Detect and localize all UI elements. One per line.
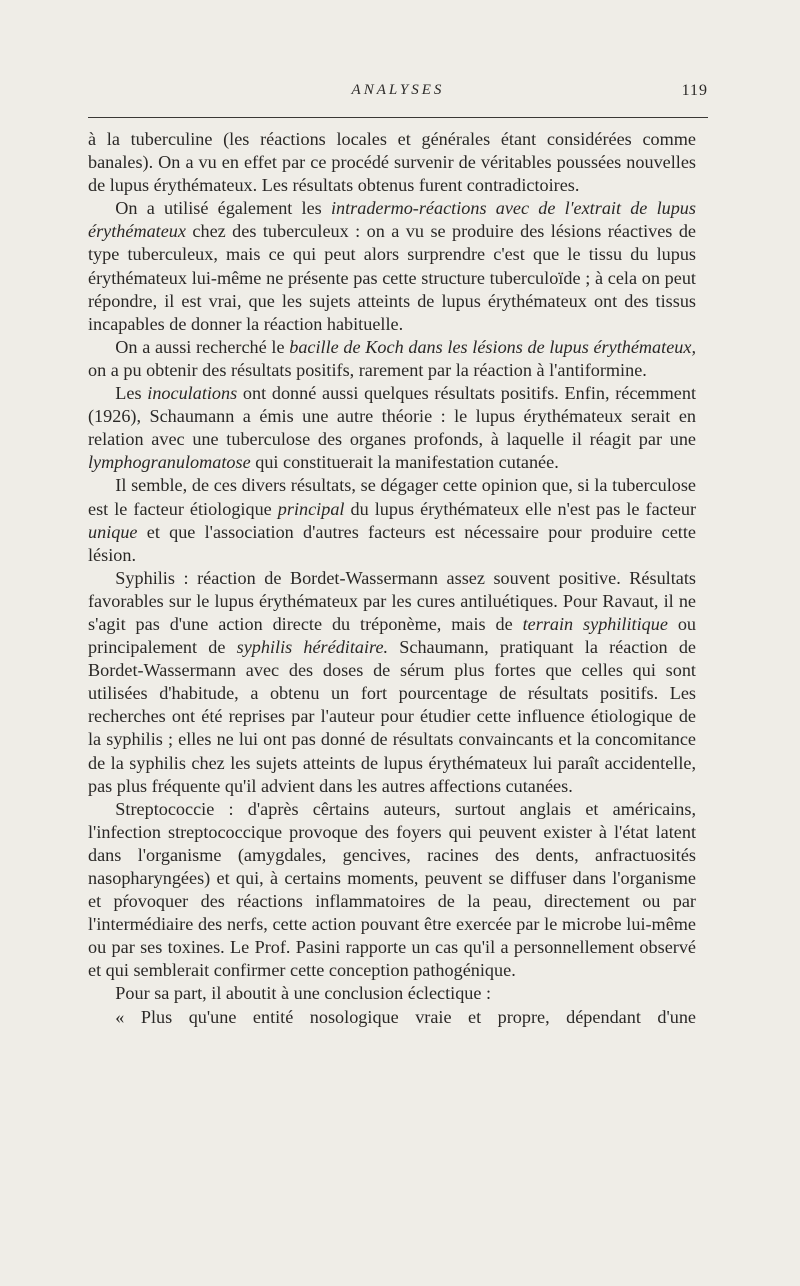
paragraph (88, 567, 696, 798)
text-run: On a aussi recherché le (115, 336, 290, 357)
text-run: on a pu obtenir des résultats positifs, rarement par la réaction à l'antiformine. (88, 359, 647, 380)
paragraph (88, 474, 696, 566)
paragraph (88, 382, 696, 474)
italic-text: lymphogranulomatose (88, 452, 251, 473)
text-run: Syphilis : réaction de Bordet-Wassermann assez souvent positive. Résultats favorables sur le lupus érythémateux par les cures antiluétiques. Pour Ravaut, il ne s'agit pas d'une action directe du tréponème, mais de (88, 567, 696, 634)
text-run: qui constituerait la manifestation cutanée. (250, 452, 559, 473)
body-text (88, 128, 696, 1029)
paragraph (88, 1006, 696, 1029)
text-run: « Plus qu'une entité nosologique vraie et propre, dépendant d'une (115, 1006, 696, 1027)
paragraph (88, 336, 696, 382)
text-run: Streptococcie : d'après cêrtains auteurs, surtout anglais et américains, l'infection streptococcique provoque des foyers qui peuvent exister à l'état latent dans l'organisme (amygdales, gencives, racines des dents, anfractuosités nasopharyngées) et qui, à certains moments, peuvent se diffuser dans l'organisme et pŕovoquer des réactions inflammatoires de la peau, directement ou par l'intermédiaire des nerfs, cette action pouvant être exercée par le microbe lui-même ou par ses toxines. Le Prof. Pasini rapporte un cas qu'il a personnellement observé et qui semblerait confirmer cette conception pathogénique. (88, 798, 696, 981)
italic-text: bacille de Koch dans les lésions de lupus érythémateux, (289, 336, 696, 357)
text-run: On a utilisé également les (115, 198, 331, 219)
page-header (88, 80, 708, 110)
italic-text: unique (88, 521, 138, 542)
text-run: ou principalement de (88, 613, 697, 658)
paragraph (88, 128, 696, 197)
paragraph (88, 798, 696, 983)
page-number: 119 (681, 82, 708, 99)
italic-text: intradermo-réactions avec de l'extrait de lupus érythémateux (88, 198, 696, 242)
text-run: chez des tuberculeux : on a vu se produire des lésions réactives de type tuberculeux, mais ce qui peut alors surprendre c'est que le tissu du lupus érythémateux lui-même ne présente pas cette structure tuberculoïde ; à cela on peut répondre, il est vrai, que les sujets atteints de lupus érythémateux ont des tissus incapables de donner la réaction habituelle. (88, 221, 696, 334)
italic-text: inoculations (147, 383, 238, 404)
paragraph (88, 982, 696, 1005)
text-run: Il semble, de ces divers résultats, se dégager cette opinion que, si la tuberculose est le facteur étiologique (88, 475, 696, 519)
text-run: ont donné aussi quelques résultats positifs. Enfin, récemment (1926), Schaumann a émis une autre théorie : le lupus érythémateux serait en relation avec une tuberculose des organes profonds, à laquelle il réagit par une (88, 383, 696, 450)
text-run: à la tuberculine (les réactions locales et générales étant considérées comme banales). On a vu en effet par ce procédé survenir de véritables poussées nouvelles de lupus érythémateux. Les résultats obtenus furent contradictoires. (88, 129, 696, 196)
text-run: Schaumann, pratiquant la réaction de Bordet-Wassermann avec des doses de sérum plus fortes que celles qui sont utilisées d'habitude, a obtenu un fort pourcentage de résultats positifs. Les recherches ont été reprises par l'auteur pour étudier cette influence étiologique de la syphilis ; elles ne lui ont pas donné de résultats convaincants et la concomitance de la syphilis chez les sujets atteints de lupus érythémateux lui paraît accidentelle, pas plus fréquente qu'il advient dans les autres affections cutanées. (88, 637, 697, 796)
italic-text: principal (277, 498, 345, 519)
header-rule (88, 117, 708, 118)
text-run: Pour sa part, il aboutit à une conclusion éclectique : (115, 983, 492, 1004)
text-run: Les (115, 383, 148, 404)
text-run: du lupus érythémateux elle n'est pas le facteur (344, 498, 696, 519)
italic-text: terrain syphilitique (522, 613, 668, 634)
paragraph (88, 197, 696, 336)
italic-text: syphilis héréditaire. (236, 637, 389, 658)
text-run: et que l'association d'autres facteurs est nécessaire pour produire cette lésion. (88, 521, 696, 565)
running-title: ANALYSES (351, 82, 445, 98)
